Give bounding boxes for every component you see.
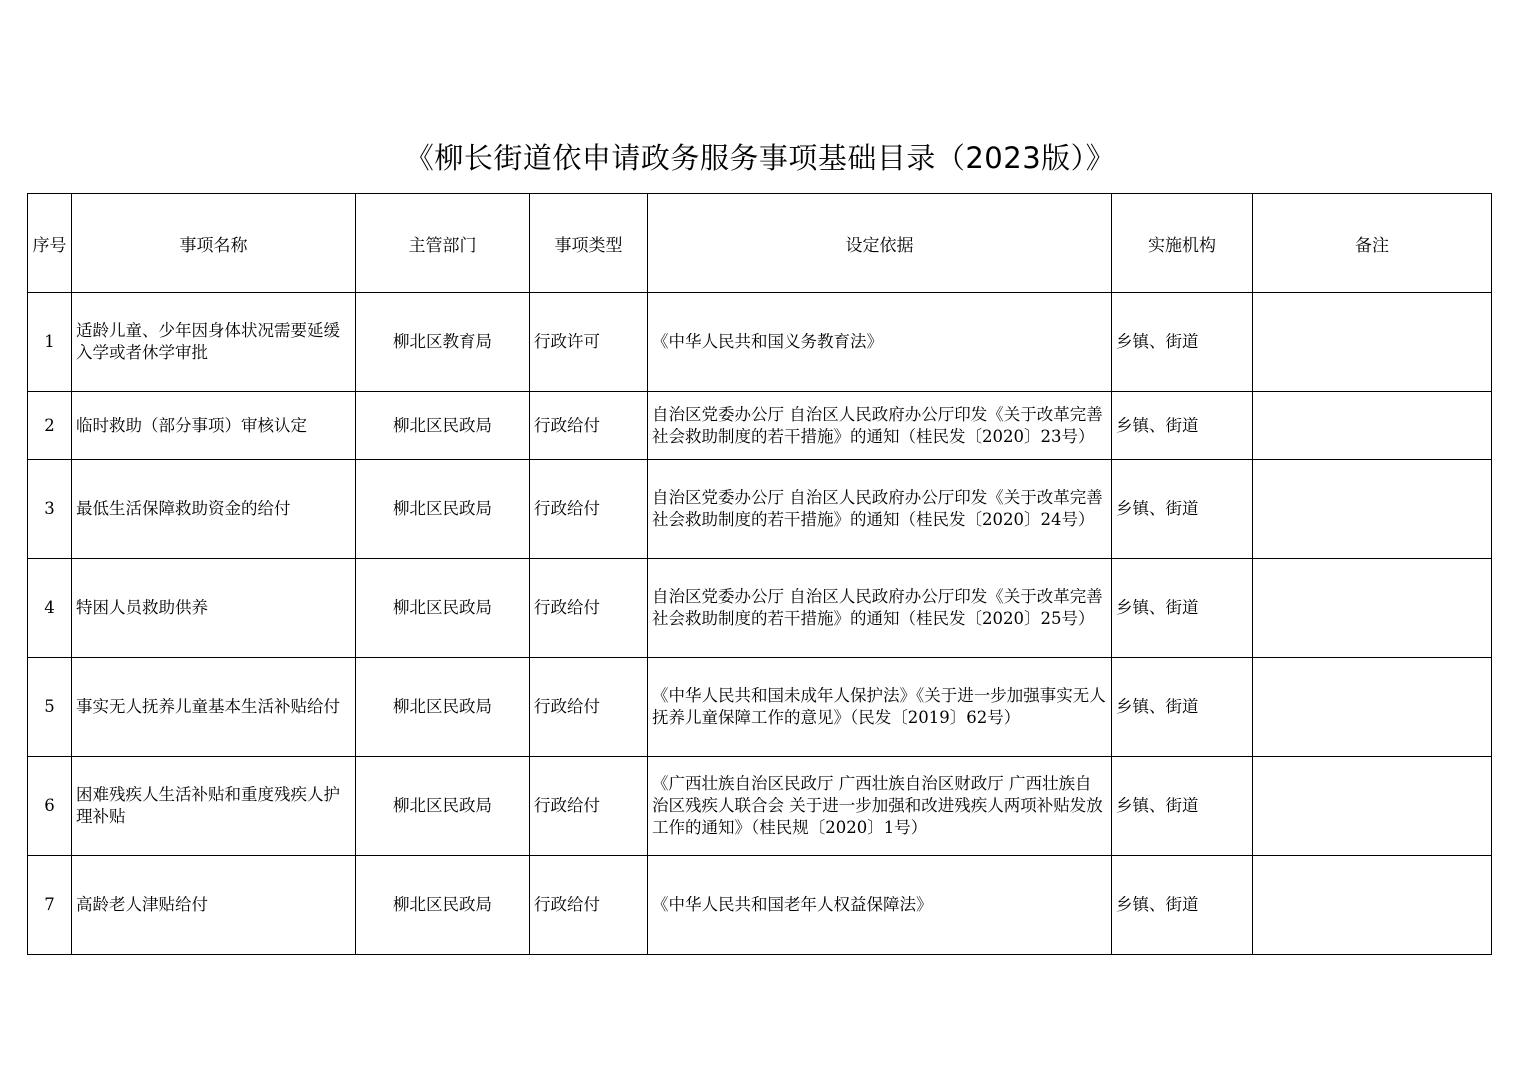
cell-note	[1253, 460, 1492, 559]
cell-basis: 《中华人民共和国义务教育法》	[648, 293, 1112, 392]
cell-name: 高龄老人津贴给付	[72, 856, 356, 955]
header-org: 实施机构	[1112, 194, 1253, 293]
cell-note	[1253, 293, 1492, 392]
cell-org: 乡镇、街道	[1112, 559, 1253, 658]
cell-type: 行政给付	[530, 757, 648, 856]
cell-note	[1253, 658, 1492, 757]
header-type: 事项类型	[530, 194, 648, 293]
cell-seq: 2	[28, 392, 72, 460]
cell-type: 行政给付	[530, 460, 648, 559]
header-note: 备注	[1253, 194, 1492, 293]
cell-name: 临时救助（部分事项）审核认定	[72, 392, 356, 460]
header-seq: 序号	[28, 194, 72, 293]
page-title: 《柳长街道依申请政务服务事项基础目录（2023版）》	[404, 141, 1116, 175]
cell-name: 特困人员救助供养	[72, 559, 356, 658]
cell-seq: 6	[28, 757, 72, 856]
catalog-table	[27, 193, 1492, 955]
cell-dept: 柳北区民政局	[356, 460, 530, 559]
header-dept: 主管部门	[356, 194, 530, 293]
cell-note	[1253, 757, 1492, 856]
cell-basis: 《广西壮族自治区民政厅 广西壮族自治区财政厅 广西壮族自治区残疾人联合会 关于进一步加强和改进残疾人两项补贴发放工作的通知》（桂民规〔2020〕1号）	[648, 757, 1112, 856]
cell-name: 适龄儿童、少年因身体状况需要延缓入学或者休学审批	[72, 293, 356, 392]
cell-org: 乡镇、街道	[1112, 658, 1253, 757]
cell-dept: 柳北区民政局	[356, 856, 530, 955]
table-row	[28, 757, 1492, 856]
cell-basis: 自治区党委办公厅 自治区人民政府办公厅印发《关于改革完善社会救助制度的若干措施》的通知（桂民发〔2020〕23号）	[648, 392, 1112, 460]
cell-type: 行政给付	[530, 856, 648, 955]
cell-seq: 3	[28, 460, 72, 559]
cell-note	[1253, 392, 1492, 460]
cell-org: 乡镇、街道	[1112, 460, 1253, 559]
cell-dept: 柳北区教育局	[356, 293, 530, 392]
cell-dept: 柳北区民政局	[356, 392, 530, 460]
cell-type: 行政许可	[530, 293, 648, 392]
cell-name: 最低生活保障救助资金的给付	[72, 460, 356, 559]
cell-note	[1253, 856, 1492, 955]
cell-org: 乡镇、街道	[1112, 856, 1253, 955]
cell-seq: 1	[28, 293, 72, 392]
cell-type: 行政给付	[530, 658, 648, 757]
cell-note	[1253, 559, 1492, 658]
table-row	[28, 658, 1492, 757]
table-row	[28, 293, 1492, 392]
cell-org: 乡镇、街道	[1112, 392, 1253, 460]
cell-basis: 自治区党委办公厅 自治区人民政府办公厅印发《关于改革完善社会救助制度的若干措施》的通知（桂民发〔2020〕24号）	[648, 460, 1112, 559]
cell-type: 行政给付	[530, 559, 648, 658]
table-row	[28, 392, 1492, 460]
cell-dept: 柳北区民政局	[356, 559, 530, 658]
cell-type: 行政给付	[530, 392, 648, 460]
table-row	[28, 460, 1492, 559]
cell-basis: 自治区党委办公厅 自治区人民政府办公厅印发《关于改革完善社会救助制度的若干措施》的通知（桂民发〔2020〕25号）	[648, 559, 1112, 658]
cell-dept: 柳北区民政局	[356, 658, 530, 757]
cell-seq: 7	[28, 856, 72, 955]
cell-org: 乡镇、街道	[1112, 293, 1253, 392]
table-row	[28, 856, 1492, 955]
header-row	[28, 194, 1492, 293]
cell-name: 事实无人抚养儿童基本生活补贴给付	[72, 658, 356, 757]
cell-dept: 柳北区民政局	[356, 757, 530, 856]
table-row	[28, 559, 1492, 658]
cell-seq: 4	[28, 559, 72, 658]
cell-seq: 5	[28, 658, 72, 757]
header-name: 事项名称	[72, 194, 356, 293]
cell-name: 困难残疾人生活补贴和重度残疾人护理补贴	[72, 757, 356, 856]
cell-basis: 《中华人民共和国老年人权益保障法》	[648, 856, 1112, 955]
cell-org: 乡镇、街道	[1112, 757, 1253, 856]
header-basis: 设定依据	[648, 194, 1112, 293]
cell-basis: 《中华人民共和国未成年人保护法》《关于进一步加强事实无人抚养儿童保障工作的意见》（民发〔2019〕62号）	[648, 658, 1112, 757]
